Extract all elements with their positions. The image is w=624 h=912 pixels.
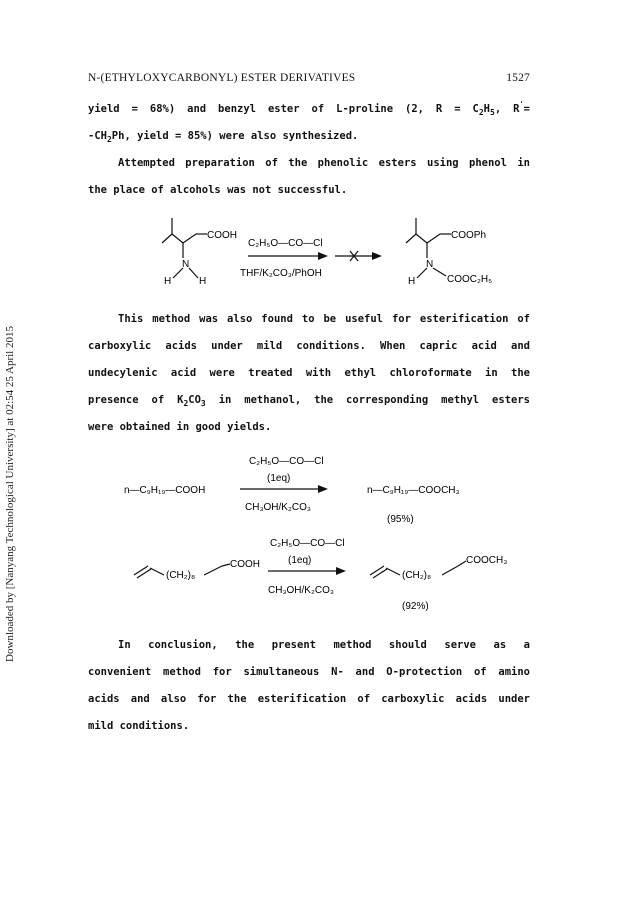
- page-number: 1527: [506, 72, 530, 84]
- scheme-3-reagent-bottom: CH₃OH/K₂CO₃: [268, 585, 334, 596]
- scheme-2-drawing: [0, 450, 624, 532]
- running-head: [88, 72, 530, 84]
- scheme-3-product-ester: COOCH₃: [466, 555, 508, 566]
- scheme-3-drawing: [0, 533, 624, 623]
- paragraph-4: [88, 632, 530, 740]
- product-ester-label: COOPh: [451, 230, 487, 241]
- reactant-acid-label: COOH: [207, 230, 237, 241]
- paragraph-3-line-3: undecylenic acid were treated with ethyl chloroformate in the: [88, 367, 530, 379]
- scheme-1-drawing: [0, 210, 624, 290]
- paragraph-3-line-5: were obtained in good yields.: [88, 421, 272, 433]
- paragraph-4-line-1: In conclusion, the present method should serve as a: [118, 639, 530, 651]
- scheme-3-reactant-chain: (CH₂)₈: [166, 570, 196, 581]
- product-carbamate-label: COOC₂H₅: [447, 274, 493, 285]
- scheme-3-equiv: (1eq): [288, 555, 312, 566]
- scheme-2-yield: (95%): [387, 514, 414, 525]
- scheme-3-yield: (92%): [402, 601, 429, 612]
- paragraph-4-line-3: acids and also for the esterification of carboxylic acids under: [88, 693, 530, 705]
- scheme-3-reactant-acid: COOH: [230, 559, 260, 570]
- paragraph-3-line-2: carboxylic acids under mild conditions. When capric acid and: [88, 340, 530, 352]
- scheme-1: [0, 210, 624, 295]
- download-watermark: Downloaded by [Nanyang Technological University] at 02:54 25 April 2015: [4, 326, 16, 662]
- reactant-n-label: N: [182, 259, 190, 270]
- paragraph-2-line-1: Attempted preparation of the phenolic esters using phenol in: [118, 157, 530, 169]
- paragraph-3-line-1: This method was also found to be useful for esterification of: [118, 313, 530, 325]
- paragraph-4-line-4: mild conditions.: [88, 720, 190, 732]
- product-n-label: N: [426, 259, 434, 270]
- scheme-2-reactant: n—C₉H₁₉—COOH: [124, 485, 206, 496]
- scheme-2-reagent-top: C₂H₅O—CO—Cl: [249, 456, 324, 467]
- scheme-2-equiv: (1eq): [267, 473, 291, 484]
- paragraph-1-line-2: $-CH_2Ph$, yield = 85%) were also synthesized.: [88, 130, 359, 144]
- paragraph-3-line-4: presence of $K_2CO_3$ in methanol, the corresponding methyl esters: [88, 394, 530, 408]
- scheme-2-product: n—C₉H₁₉—COOCH₃: [367, 485, 460, 496]
- paragraph-2-line-2: the place of alcohols was not successful.: [88, 184, 348, 196]
- paragraph-1: [88, 96, 530, 150]
- paragraph-4-line-2: convenient method for simultaneous N- and O-protection of amino: [88, 666, 530, 678]
- scheme-1-reagent-top: C₂H₅O—CO—Cl: [248, 238, 323, 249]
- product-h-label: H: [408, 276, 416, 287]
- paragraph-2: [88, 150, 530, 204]
- reactant-h2-label: H: [199, 276, 207, 287]
- scheme-3: [0, 533, 624, 628]
- running-head-title: N-(ETHYLOXYCARBONYL) ESTER DERIVATIVES: [88, 72, 356, 84]
- reactant-h1-label: H: [164, 276, 172, 287]
- scheme-1-reagent-bottom: THF/K₂CO₃/PhOH: [240, 268, 322, 279]
- scheme-3-product-chain: (CH₂)₈: [402, 570, 432, 581]
- paragraph-1-line-1: yield = 68%) and benzyl ester of L-proline (2, $R = C_2H_5$, R'=: [88, 100, 530, 117]
- paragraph-3: [88, 306, 530, 441]
- scheme-3-reagent-top: C₂H₅O—CO—Cl: [270, 538, 345, 549]
- scheme-2: [0, 450, 624, 537]
- scheme-2-reagent-bottom: CH₃OH/K₂CO₃: [245, 502, 311, 513]
